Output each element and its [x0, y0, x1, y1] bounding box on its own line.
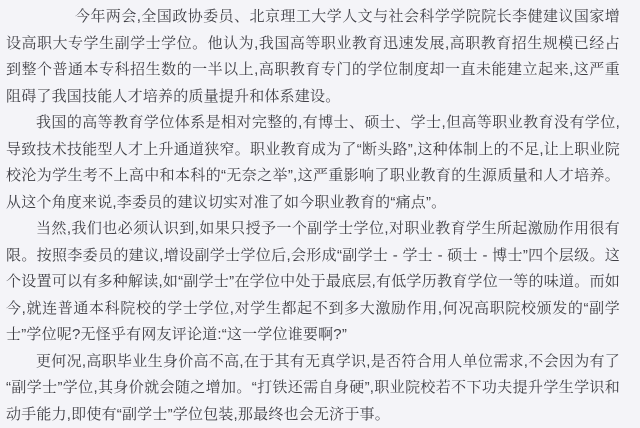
paragraph-2: 我国的高等教育学位体系是相对完整的,有博士、硕士、学士,但高等职业教育没有学位,导致技术技能型人才上升通道狭窄。职业教育成为了“断头路”,这种体制上的不足,让上职业院校沦为学生考不上高中和本科的“无奈之举”,这严重影响了职业教育的生源质量和人才培养。从这个角度来说,李委员的建议切实对准了如今职业教育的“痛点”。 [6, 110, 620, 216]
paragraph-4: 更何况,高职毕业生身价高不高,在于其有无真学识,是否符合用人单位需求,不会因为有了“副学士”学位,其身价就会随之增加。“打铁还需自身硬”,职业院校若不下功夫提升学生学识和动手能力,即使有“副学士”学位包装,那最终也会无济于事。 [6, 349, 620, 428]
paragraph-3: 当然,我们也必须认识到,如果只授予一个副学士学位,对职业教育学生所起激励作用很有限。按照李委员的建议,增设副学士学位后,会形成“副学士 - 学士 - 硕士 - 博士”四个层级。这个设置可以有多种解读,如“副学士”在学位中处于最底层,有低学历教育学位一等的味道。而如今,就连普通本科院校的学士学位,对学生都起不到多大激励作用,何况高职院校颁发的“副学士”学位呢?无怪乎有网友评论道:“这一学位谁要啊?” [6, 216, 620, 349]
paragraph-1: 今年两会,全国政协委员、北京理工大学人文与社会科学学院院长李健建议国家增设高职大专学生副学士学位。他认为,我国高等职业教育迅速发展,高职教育招生规模已经占到整个普通本专科招生数的一半以上,高职教育专门的学位制度却一直未能建立起来,这严重阻碍了我国技能人才培养的质量提升和体系建设。 [6, 4, 620, 110]
